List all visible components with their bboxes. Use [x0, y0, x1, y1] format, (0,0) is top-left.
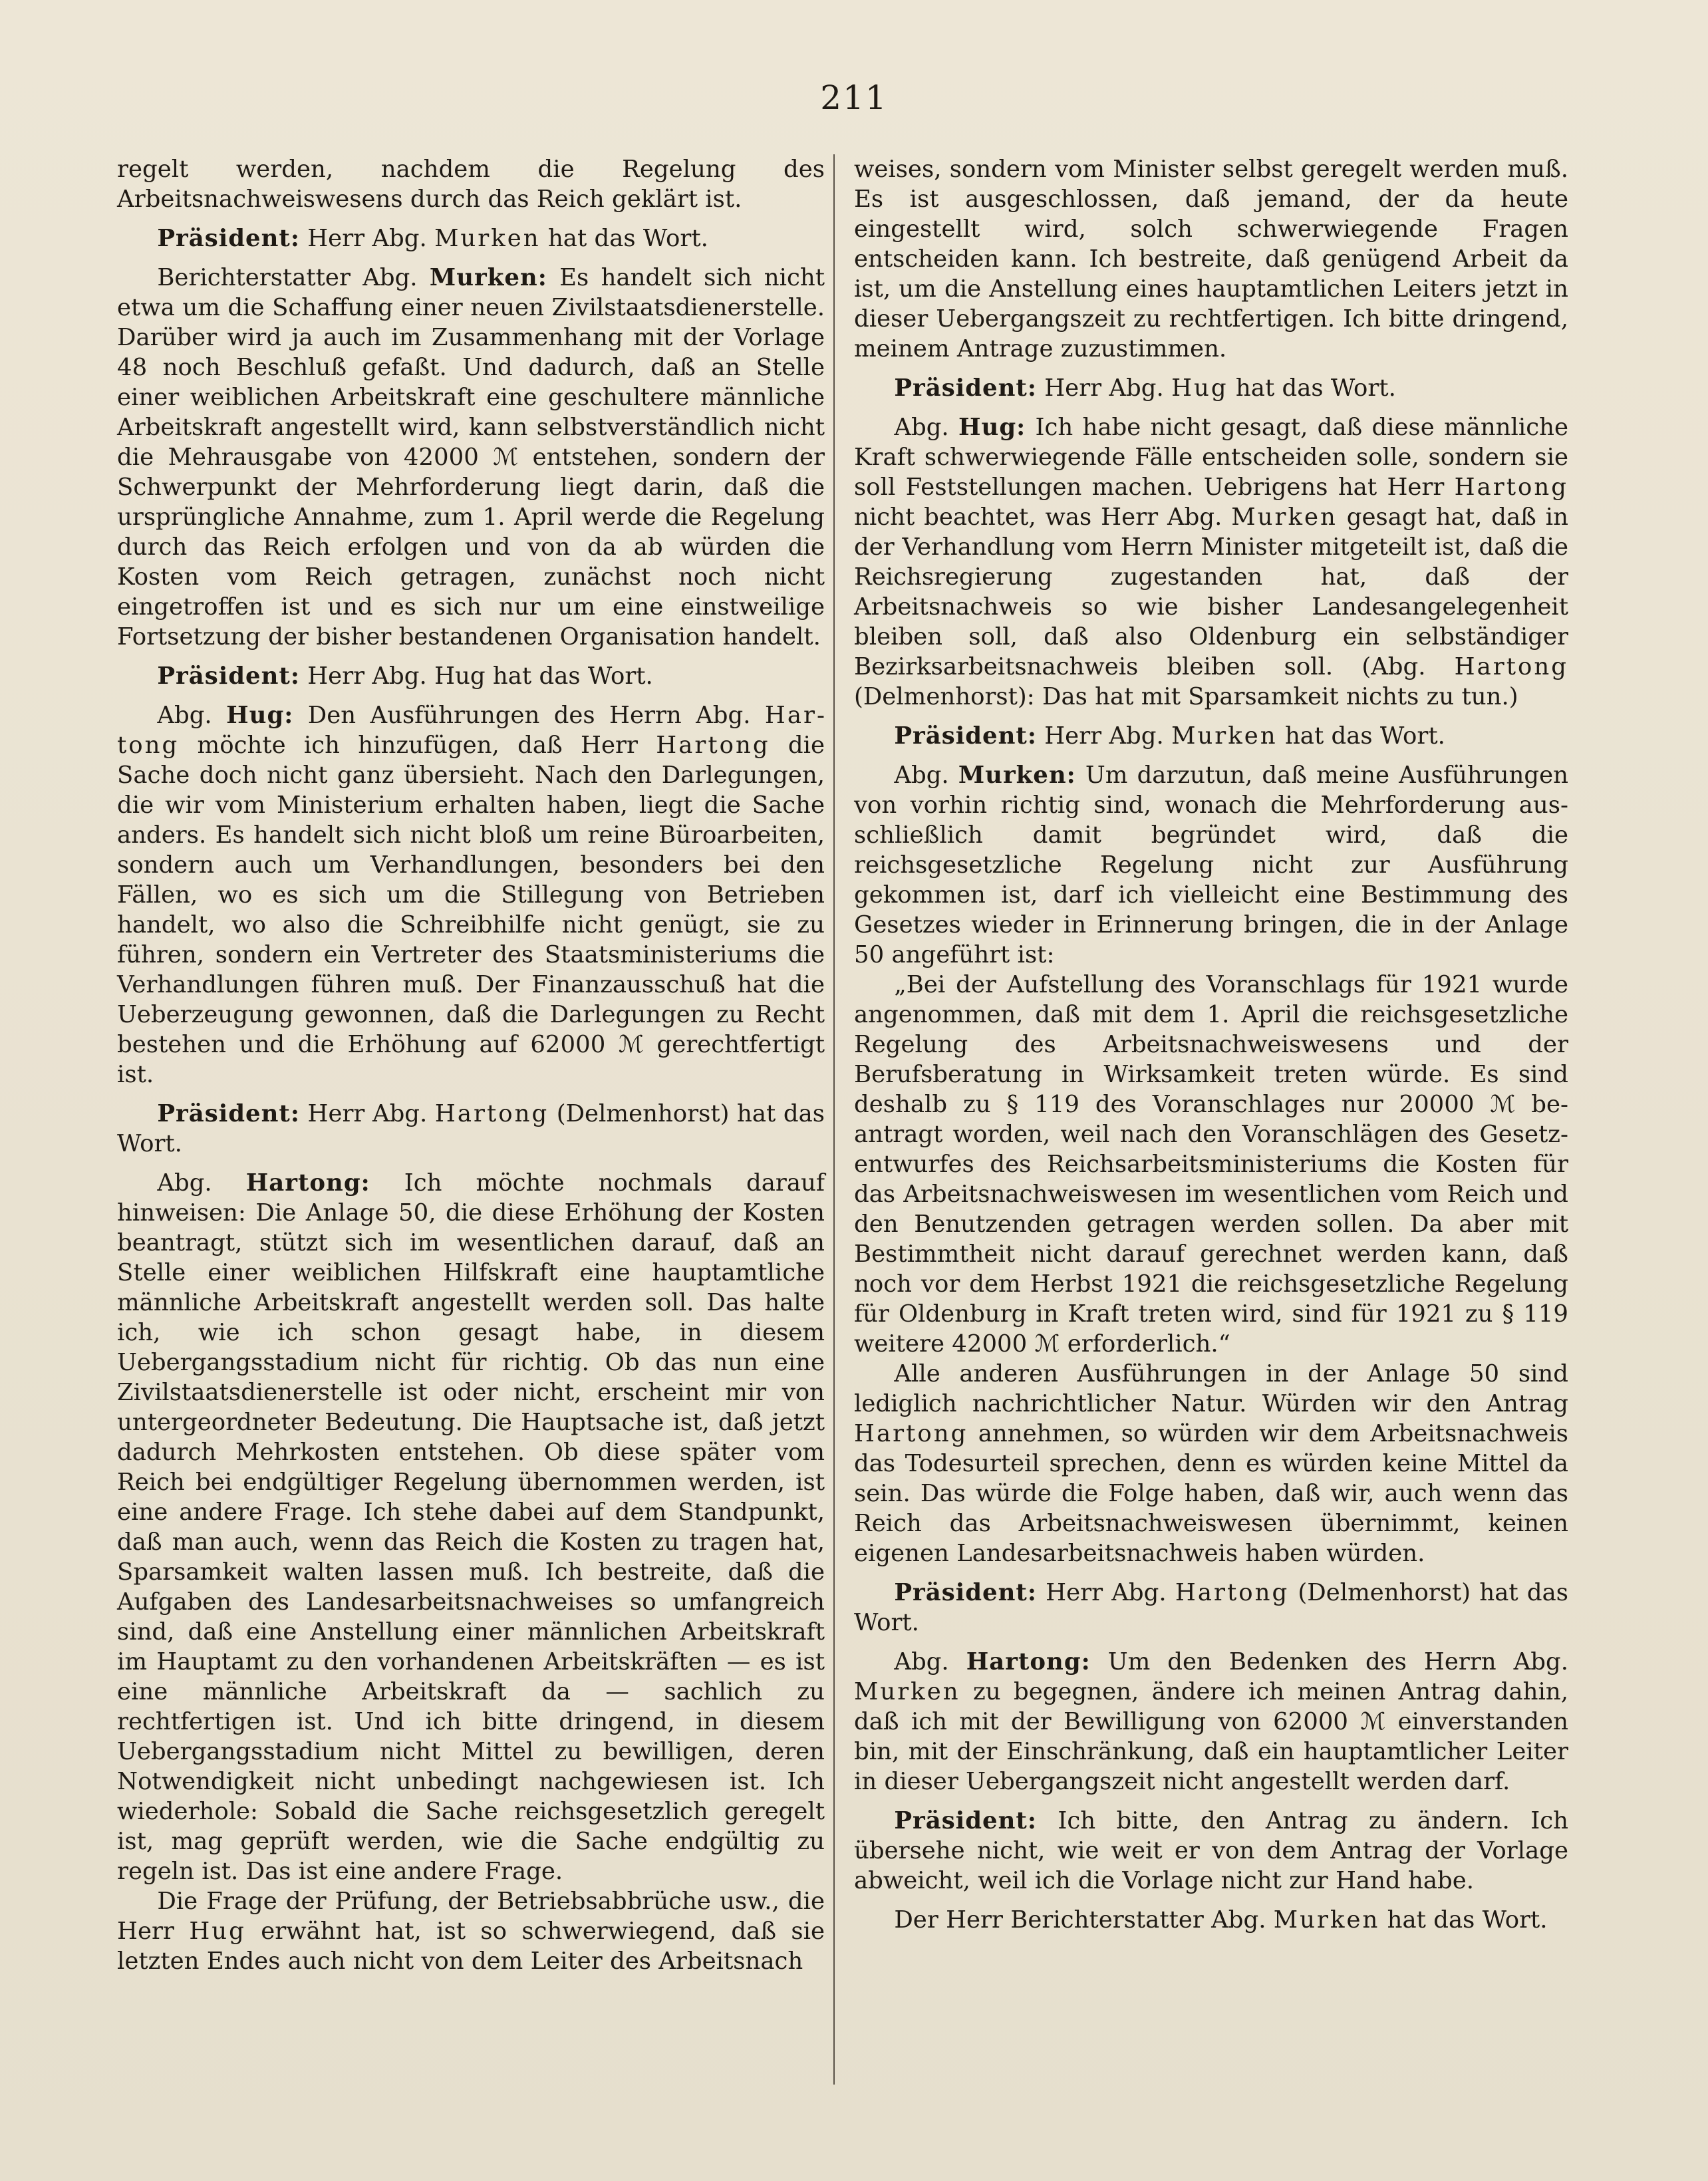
paragraph [854, 154, 1568, 364]
text-run: Die Frage der Prüfung, der Betriebsabbrüche usw., die Herr [117, 1888, 825, 1945]
text-run: Um den Bedenken des Herrn Abg. [1090, 1648, 1568, 1675]
text-run: Herr Abg. [1036, 374, 1172, 402]
paragraph [117, 1886, 825, 1976]
speaker-label: Präsident: [894, 722, 1037, 750]
text-run: Abg. [894, 414, 958, 441]
paragraph [117, 154, 825, 214]
text-run: regelt werden, nachdem die Regelung des Arbeitsnachweiswesens durch das Reich geklärt ist. [117, 156, 825, 213]
president-line [854, 373, 1568, 403]
text-run: Abg. [157, 1169, 246, 1197]
spaced-name: Hug [189, 1918, 246, 1945]
text-run: (Delmenhorst) hat das Wort. [117, 1100, 825, 1157]
spaced-name: Hartong [854, 1420, 968, 1447]
text-run: Berichterstatter Abg. [157, 264, 430, 291]
text-run: nicht beachtet, was Herr Abg. [854, 504, 1232, 531]
paragraph [117, 700, 825, 1090]
speaker-label: Präsident: [157, 662, 300, 690]
text-run: hat das Wort. [1228, 374, 1396, 402]
text-run: Es handelt sich nicht etwa um die Schaffung einer neuen Zivilstaatsdienerstelle. Darüber wird ja auch im Zusammenhang mit der Vorlage 48 noch Beschluß gefaßt. Und dadurch, daß an Stelle einer weiblichen Arbeitskraft eine geschultere männliche Arbeitskraft angestellt wird, kann selbstverständlich nicht die Mehrausgabe von 42000 ℳ entstehen, sondern der Schwerpunkt der Mehrforderung liegt darin, daß die ursprüngliche Annahme, zum 1. April werde die Regelung durch das Reich erfolgen und von da ab würden die Kosten vom Reich getragen, zunächst noch nicht eingetroffen ist und es sich nur um eine einstweilige Fortsetzung der bisher bestandenen Organisation handelt. [117, 264, 825, 651]
text-run: weises, sondern vom Minister selbst geregelt werden muß. Es ist ausgeschlossen, daß jemand, der da heute eingestellt wird, solch schwerwiegende Fragen entscheiden kann. Ich bestreite, daß genügend Arbeit da ist, um die Anstellung eines hauptamtlichen Leiters jetzt in dieser Uebergangszeit zu rechtfertigen. Ich bitte dringend, meinem Antrage zuzustimmen. [854, 156, 1568, 363]
text-run: gesagt hat, daß in der Verhandlung vom Herrn Minister mitgeteilt ist, daß die Reichsregierung zugestanden hat, daß der Arbeitsnachweis so wie bisher Landesangelegenheit bleiben soll, daß also Oldenburg ein selbständiger Bezirksarbeitsnachweis bleiben soll. (Abg. [854, 504, 1568, 680]
president-line [117, 1099, 825, 1159]
text-run: Ich habe nicht gesagt, daß diese männliche Kraft schwerwiegende Fälle entscheiden solle, sondern sie soll Feststellungen machen. Uebrigens hat Herr [854, 414, 1569, 501]
text-run: Herr Abg. [299, 225, 435, 252]
paragraph [854, 1359, 1568, 1568]
text-run: (Delmenhorst): Das hat mit Sparsamkeit nichts zu tun.) [854, 683, 1518, 710]
text-run: Herr Abg. [299, 1100, 435, 1127]
text-run: möchte ich hinzufügen, daß Herr [179, 732, 656, 759]
paragraph [854, 1647, 1568, 1797]
president-line [117, 223, 825, 253]
text-run: zu begegnen, ändere ich meinen Antrag dahin, daß ich mit der Bewilligung von 62000 ℳ einverstanden bin, mit der Einschränkung, daß ein hauptamtlicher Leiter in dieser Uebergangszeit nicht angestellt werden darf. [854, 1678, 1568, 1795]
text-run: Den Ausführungen des Herrn Abg. [293, 702, 765, 729]
right-column [854, 154, 1568, 1935]
president-line [854, 1578, 1568, 1638]
president-line [117, 661, 825, 691]
text-run: Ich möchte nochmals darauf hinweisen: Die Anlage 50, die diese Erhöhung der Kosten beantragt, stützt sich im wesentlichen darauf, daß an Stelle einer weiblichen Hilfskraft eine hauptamtliche männliche Arbeitskraft angestellt werden soll. Das halte ich, wie ich schon gesagt habe, in diesem Uebergangsstadium nicht für richtig. Ob das nun eine Zivilstaatsdienerstelle ist oder nicht, erscheint mir von untergeordneter Bedeutung. Die Hauptsache ist, daß jetzt dadurch Mehrkosten entstehen. Ob diese später vom Reich bei endgültiger Regelung übernommen werden, ist eine andere Frage. Ich stehe dabei auf dem Standpunkt, daß man auch, wenn das Reich die Kosten zu tragen hat, Sparsamkeit walten lassen muß. Ich bestreite, daß die Aufgaben des Landesarbeitsnachweises so umfangreich sind, daß eine Anstellung einer männlichen Arbeitskraft im Hauptamt zu den vorhandenen Arbeitskräften — es ist eine männliche Arbeitskraft da — sachlich zu rechtfertigen ist. Und ich bitte dringend, in diesem Uebergangsstadium nicht Mittel zu bewilligen, deren Notwendigkeit nicht unbedingt nachgewiesen ist. Ich wiederhole: Sobald die Sache reichsgesetzlich geregelt ist, mag geprüft werden, wie die Sache endgültig zu regeln ist. Das ist eine andere Frage. [117, 1169, 825, 1885]
paragraph [854, 1905, 1568, 1935]
column-divider [833, 154, 835, 2085]
spaced-name: Murken [1273, 1906, 1380, 1934]
text-run: Abg. [157, 702, 227, 729]
paragraph [117, 1168, 825, 1886]
speaker-label: Präsident: [894, 1579, 1037, 1606]
paragraph [854, 760, 1568, 970]
text-run: Herr Abg. [1036, 1579, 1175, 1606]
text-run: hat das Wort. [1277, 722, 1445, 750]
speaker-label: Hartong: [245, 1169, 370, 1197]
spaced-name: Hug [1171, 374, 1228, 402]
text-run: die Sache doch nicht ganz übersieht. Nach den Darlegungen, die wir vom Ministerium erhalten haben, liegt die Sache anders. Es handelt sich nicht bloß um reine Büroarbeiten, sondern auch um Verhandlungen, besonders bei den Fällen, wo es sich um die Stillegung von Betrieben handelt, wo also die Schreibhilfe nicht genügt, sie zu führen, sondern ein Vertreter des Staatsministeriums die Verhandlungen führen muß. Der Finanzausschuß hat die Ueberzeugung gewonnen, daß die Darlegungen zu Recht bestehen und die Erhöhung auf 62000 ℳ gerechtfertigt ist. [117, 732, 825, 1088]
spaced-name: Murken [1231, 504, 1338, 531]
spaced-name: Hartong [117, 702, 825, 759]
speaker-label: Murken: [958, 762, 1076, 789]
spaced-name: Hartong [1454, 474, 1568, 501]
speaker-label: Hartong: [966, 1648, 1091, 1675]
text-run: Abg. [894, 1648, 966, 1675]
text-run: Der Herr Berichterstatter Abg. [894, 1906, 1274, 1934]
text-run: Abg. [894, 762, 958, 789]
text-run: erwähnt hat, ist so schwerwiegend, daß sie letzten Endes auch nicht von dem Leiter des Arbeitsnach [117, 1918, 825, 1975]
text-run: „Bei der Aufstellung des Voranschlags für 1921 wurde angenommen, daß mit dem 1. April die reichsgesetzliche Regelung des Arbeitsnachweiswesens und der Berufsberatung in Wirksamkeit treten würde. Es sind deshalb zu § 119 des Voranschlages nur 20000 ℳ beantragt worden, weil nach den Voranschlägen des Gesetzentwurfes des Reichsarbeitsministeriums die Kosten für das Arbeitsnachweiswesen im wesentlichen vom Reich und den Benutzenden getragen werden sollen. Da aber mit Bestimmtheit nicht darauf gerechnet werden kann, daß noch vor dem Herbst 1921 die reichsgesetzliche Regelung für Oldenburg in Kraft treten wird, sind für 1921 zu § 119 weitere 42000 ℳ erforderlich.“ [854, 971, 1568, 1358]
text-run: Ich bitte, den Antrag zu ändern. Ich übersehe nicht, wie weit er von dem Antrag der Vorlage abweicht, weil ich die Vorlage nicht zur Hand habe. [854, 1807, 1568, 1894]
text-run: hat das Wort. [1379, 1906, 1548, 1934]
spaced-name: Murken [854, 1678, 960, 1705]
text-run: Herr Abg. Hug hat das Wort. [299, 662, 653, 690]
president-line [854, 1806, 1568, 1896]
text-run: (Delmenhorst) hat das Wort. [854, 1579, 1568, 1636]
quoted-paragraph [854, 970, 1568, 1359]
speaker-label: Präsident: [157, 1100, 300, 1127]
spaced-name: Hartong [1175, 1579, 1290, 1606]
spaced-name: Hartong [656, 732, 770, 759]
text-run: hat das Wort. [540, 225, 708, 252]
text-run: annehmen, so würden wir dem Arbeitsnachweis das Todesurteil sprechen, denn es würden keine Mittel da sein. Das würde die Folge haben, daß wir, auch wenn das Reich das Arbeitsnachweiswesen übernimmt, keinen eigenen Landesarbeitsnachweis haben würden. [854, 1420, 1568, 1567]
page-number: 211 [820, 78, 888, 117]
speaker-label: Hug: [958, 414, 1026, 441]
left-column [117, 154, 825, 1976]
paragraph [117, 263, 825, 652]
paragraph [854, 412, 1568, 712]
speaker-label: Präsident: [894, 1807, 1037, 1834]
speaker-label: Murken: [429, 264, 547, 291]
spaced-name: Murken [434, 225, 541, 252]
text-run: Alle anderen Ausführungen in der Anlage 50 sind lediglich nachrichtlicher Natur. Würden wir den Antrag [854, 1360, 1568, 1417]
text-run: Herr Abg. [1036, 722, 1172, 750]
spaced-name: Murken [1171, 722, 1278, 750]
speaker-label: Hug: [226, 702, 294, 729]
speaker-label: Präsident: [894, 374, 1037, 402]
spaced-name: Hartong [1454, 653, 1568, 680]
speaker-label: Präsident: [157, 225, 300, 252]
spaced-name: Hartong [434, 1100, 549, 1127]
president-line [854, 721, 1568, 751]
text-run: Um darzutun, daß meine Ausführungen von vorhin richtig sind, wonach die Mehrforderung ausschließlich damit begründet wird, daß die reichsgesetzliche Regelung nicht zur Ausführung gekommen ist, darf ich vielleicht eine Bestimmung des Gesetzes wieder in Erinnerung bringen, die in der Anlage 50 angeführt ist: [854, 762, 1569, 968]
